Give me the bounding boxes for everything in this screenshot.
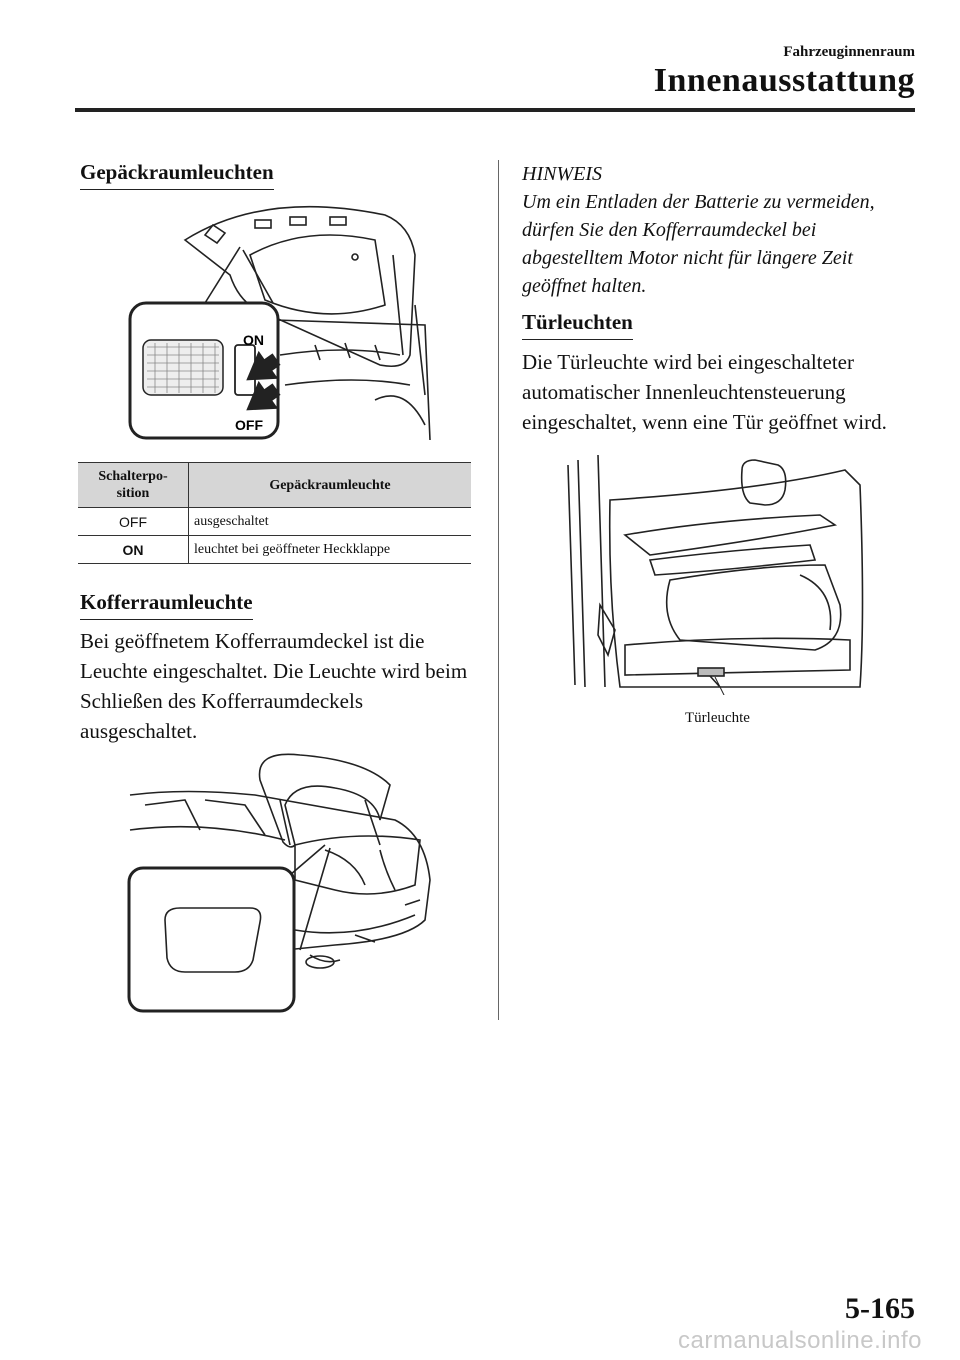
section-title-tuerleuchten: Türleuchten <box>522 310 633 340</box>
section-title-gepaeckraumleuchten: Gepäckraumleuchten <box>80 160 274 190</box>
door-light-figure <box>560 455 880 695</box>
table-cell-position: OFF <box>78 508 189 536</box>
header-rule <box>75 108 915 112</box>
luggage-light-figure <box>125 195 435 440</box>
note-text: Um ein Entladen der Batterie zu vermeiden, dürfen Sie den Kofferraumdeckel bei abgestelltem Motor nicht für längere Zeit geöffnet halten. <box>522 191 875 297</box>
section-text-kofferraumleuchte: Bei geöffnetem Kofferraumdeckel ist die Leuchte eingeschaltet. Die Leuchte wird beim Schließen des Kofferraumdeckels ausgeschaltet. <box>80 629 468 743</box>
table-row <box>78 508 471 536</box>
switch-off-label: OFF <box>235 417 263 433</box>
switch-position-table <box>78 462 471 564</box>
table-cell-description: leuchtet bei geöffneter Heckklappe <box>189 536 472 564</box>
table-cell-description: ausgeschaltet <box>189 508 472 536</box>
note-box <box>522 160 912 300</box>
chapter-title: Fahrzeuginnenraum <box>783 44 915 60</box>
footer-watermark: carmanualsonline.info <box>678 1327 922 1354</box>
table-header-light: Gepäckraumleuchte <box>189 463 472 508</box>
table-header-position: Schalterpo- sition <box>78 463 189 508</box>
page-number: 5-165 <box>845 1292 915 1325</box>
note-title: HINWEIS <box>522 163 602 185</box>
page-title: Innenausstattung <box>653 62 915 99</box>
switch-on-label: ON <box>243 332 264 348</box>
door-light-caption: Türleuchte <box>685 710 750 726</box>
trunk-light-figure <box>125 750 440 1015</box>
table-cell-position: ON <box>78 536 189 564</box>
section-text-tuerleuchten: Die Türleuchte wird bei eingeschalteter automatischer Innenleuchtensteuerung eingeschaltet, wenn eine Tür geöffnet wird. <box>522 350 887 434</box>
section-title-kofferraumleuchte: Kofferraumleuchte <box>80 590 253 620</box>
table-row <box>78 536 471 564</box>
column-divider <box>498 160 499 1020</box>
